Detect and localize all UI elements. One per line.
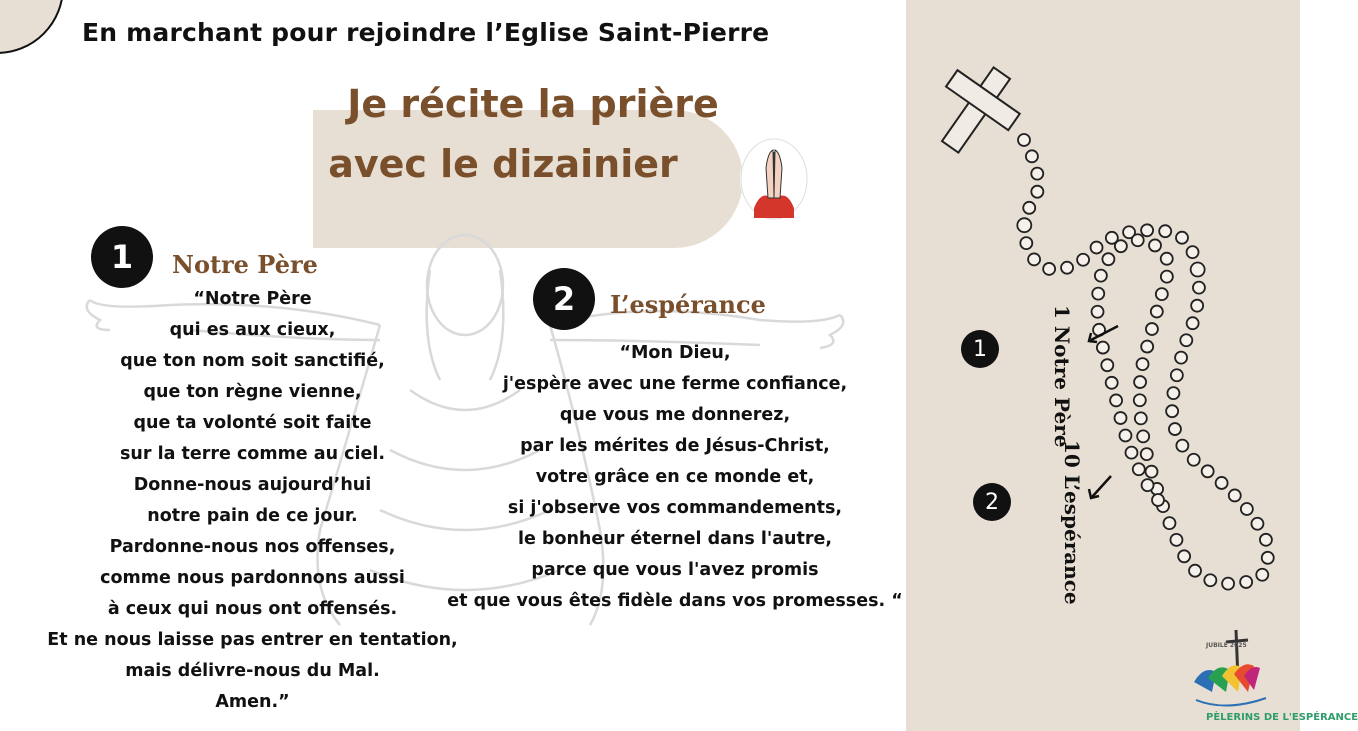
section-number-2: 2: [533, 268, 595, 330]
prayer-line: que ton nom soit sanctifié,: [120, 351, 385, 371]
rosary-bead: [1171, 369, 1183, 381]
prayer-line: parce que vous l'avez promis: [531, 560, 819, 580]
rosary-bead: [1146, 466, 1158, 478]
prayer-line: le bonheur éternel dans l'autre,: [517, 529, 833, 549]
rosary-bead: [1222, 578, 1234, 590]
prayer-line: que ta volonté soit faite: [133, 413, 372, 433]
rosary-bead: [1141, 224, 1153, 236]
rosary-number-2: 2: [973, 483, 1011, 521]
logo-year: JUBILÉ 2025: [1206, 642, 1247, 649]
rosary-bead: [1043, 263, 1055, 275]
rosary-bead: [1097, 342, 1109, 354]
rosary-bead: [1216, 477, 1228, 489]
rosary-bead: [1077, 254, 1089, 266]
rosary-bead: [1161, 253, 1173, 265]
prayer-line: Donne-nous aujourd’hui: [133, 475, 372, 495]
rosary-bead: [1134, 376, 1146, 388]
rosary-bead: [1092, 288, 1104, 300]
page-header: En marchant pour rejoindre l’Eglise Saint-Pierre: [82, 18, 770, 47]
rosary-bead: [1102, 253, 1114, 265]
rosary-panel: [906, 0, 1358, 731]
rosary-bead: [1133, 463, 1145, 475]
rosary-bead: [1256, 569, 1268, 581]
rosary-bead: [1017, 218, 1031, 232]
prayer-line: “Mon Dieu,: [619, 343, 731, 363]
rosary-bead: [1115, 412, 1127, 424]
prayer-line: que vous me donnerez,: [559, 405, 791, 425]
rosary-bead: [1018, 134, 1030, 146]
rosary-bead: [1163, 517, 1175, 529]
rosary-bead: [1169, 423, 1181, 435]
rosary-bead: [1187, 246, 1199, 258]
prayer-line: Et ne nous laisse pas entrer en tentation,: [47, 630, 458, 650]
prayer-line: qui es aux cieux,: [169, 320, 336, 340]
rosary-bead: [1159, 225, 1171, 237]
rosary-bead: [1191, 263, 1205, 277]
rosary-bead: [1132, 234, 1144, 246]
rosary-bead: [1028, 253, 1040, 265]
rosary-bead: [1092, 306, 1104, 318]
praying-hands-icon: [740, 138, 808, 220]
rosary-bead: [1101, 359, 1113, 371]
rosary-bead: [1152, 494, 1164, 506]
rosary-bead: [1178, 550, 1190, 562]
rosary-bead: [1166, 405, 1178, 417]
jubilee-logo-icon: [1186, 620, 1286, 720]
prayer-line: sur la terre comme au ciel.: [119, 444, 386, 464]
rosary-bead: [1260, 534, 1272, 546]
rosary-bead: [1031, 186, 1043, 198]
rosary-bead: [1149, 239, 1161, 251]
rosary-bead: [1137, 358, 1149, 370]
rosary-bead: [1119, 430, 1131, 442]
rosary-bead: [1170, 534, 1182, 546]
rosary-bead: [1137, 430, 1149, 442]
prayer-line: si j'observe vos commandements,: [507, 498, 843, 518]
rosary-bead: [1204, 574, 1216, 586]
prayer-line: Amen.”: [215, 692, 290, 712]
rosary-bead: [1135, 412, 1147, 424]
rosary-bead: [1026, 150, 1038, 162]
rosary-bead: [1142, 479, 1154, 491]
rosary-bead: [1134, 394, 1146, 406]
rosary-bead: [1175, 352, 1187, 364]
rosary-bead: [1110, 394, 1122, 406]
rosary-bead: [1191, 300, 1203, 312]
rosary-bead: [1241, 503, 1253, 515]
rosary-bead: [1176, 440, 1188, 452]
rosary-bead: [1229, 489, 1241, 501]
prayer-line: notre pain de ce jour.: [147, 506, 358, 526]
rosary-bead: [1161, 271, 1173, 283]
prayer-line: comme nous pardonnons aussi: [100, 568, 405, 588]
corner-decoration: [0, 0, 64, 54]
rosary-bead: [1031, 168, 1043, 180]
rosary-bead: [1125, 447, 1137, 459]
rosary-number-1: 1: [961, 330, 999, 368]
rosary-bead: [1176, 232, 1188, 244]
rosary-bead: [1187, 317, 1199, 329]
section-title-2: L’espérance: [610, 290, 766, 319]
rosary-bead: [1240, 576, 1252, 588]
prayer-line: et que vous êtes fidèle dans vos promesses. “: [447, 591, 903, 611]
rosary-bead: [1141, 341, 1153, 353]
rosary-bead: [1251, 518, 1263, 530]
banner-title-line1: Je récite la prière: [347, 82, 719, 126]
prayer-line: que ton règne vienne,: [143, 382, 362, 402]
rosary-bead: [1106, 377, 1118, 389]
rosary-bead: [1188, 454, 1200, 466]
rosary-bead: [1180, 334, 1192, 346]
rosary-bead: [1061, 262, 1073, 274]
rosary-label-esperance: 10 L’espérance: [1060, 440, 1084, 605]
rosary-bead: [1202, 465, 1214, 477]
section-number-1: 1: [91, 226, 153, 288]
prayer-text-esperance: [430, 338, 920, 617]
section-title-1: Notre Père: [172, 250, 318, 279]
rosary-bead: [1091, 242, 1103, 254]
rosary-bead: [1262, 552, 1274, 564]
rosary-label-notre-pere: 1 Notre Père: [1050, 305, 1074, 448]
rosary-bead: [1151, 306, 1163, 318]
rosary-bead: [1141, 448, 1153, 460]
banner-title: [318, 74, 748, 194]
prayer-line: par les mérites de Jésus-Christ,: [520, 436, 830, 456]
prayer-line: mais délivre-nous du Mal.: [125, 661, 380, 681]
rosary-bead: [1023, 202, 1035, 214]
rosary-bead: [1189, 565, 1201, 577]
rosary-bead: [1156, 288, 1168, 300]
rosary-bead: [1095, 270, 1107, 282]
rosary-bead: [1193, 282, 1205, 294]
rosary-bead: [1115, 240, 1127, 252]
rosary-bead: [1146, 323, 1158, 335]
logo-text: PÈLERINS DE L'ESPÉRANCE: [1206, 712, 1358, 723]
banner-title-line2: avec le dizainier: [328, 142, 678, 186]
prayer-line: j'espère avec une ferme confiance,: [502, 374, 848, 394]
rosary-bead: [1020, 237, 1032, 249]
prayer-line: “Notre Père: [193, 289, 312, 309]
prayer-line: Pardonne-nous nos offenses,: [109, 537, 396, 557]
prayer-line: votre grâce en ce monde et,: [535, 467, 815, 487]
prayer-line: à ceux qui nous ont offensés.: [107, 599, 398, 619]
rosary-bead: [1167, 387, 1179, 399]
